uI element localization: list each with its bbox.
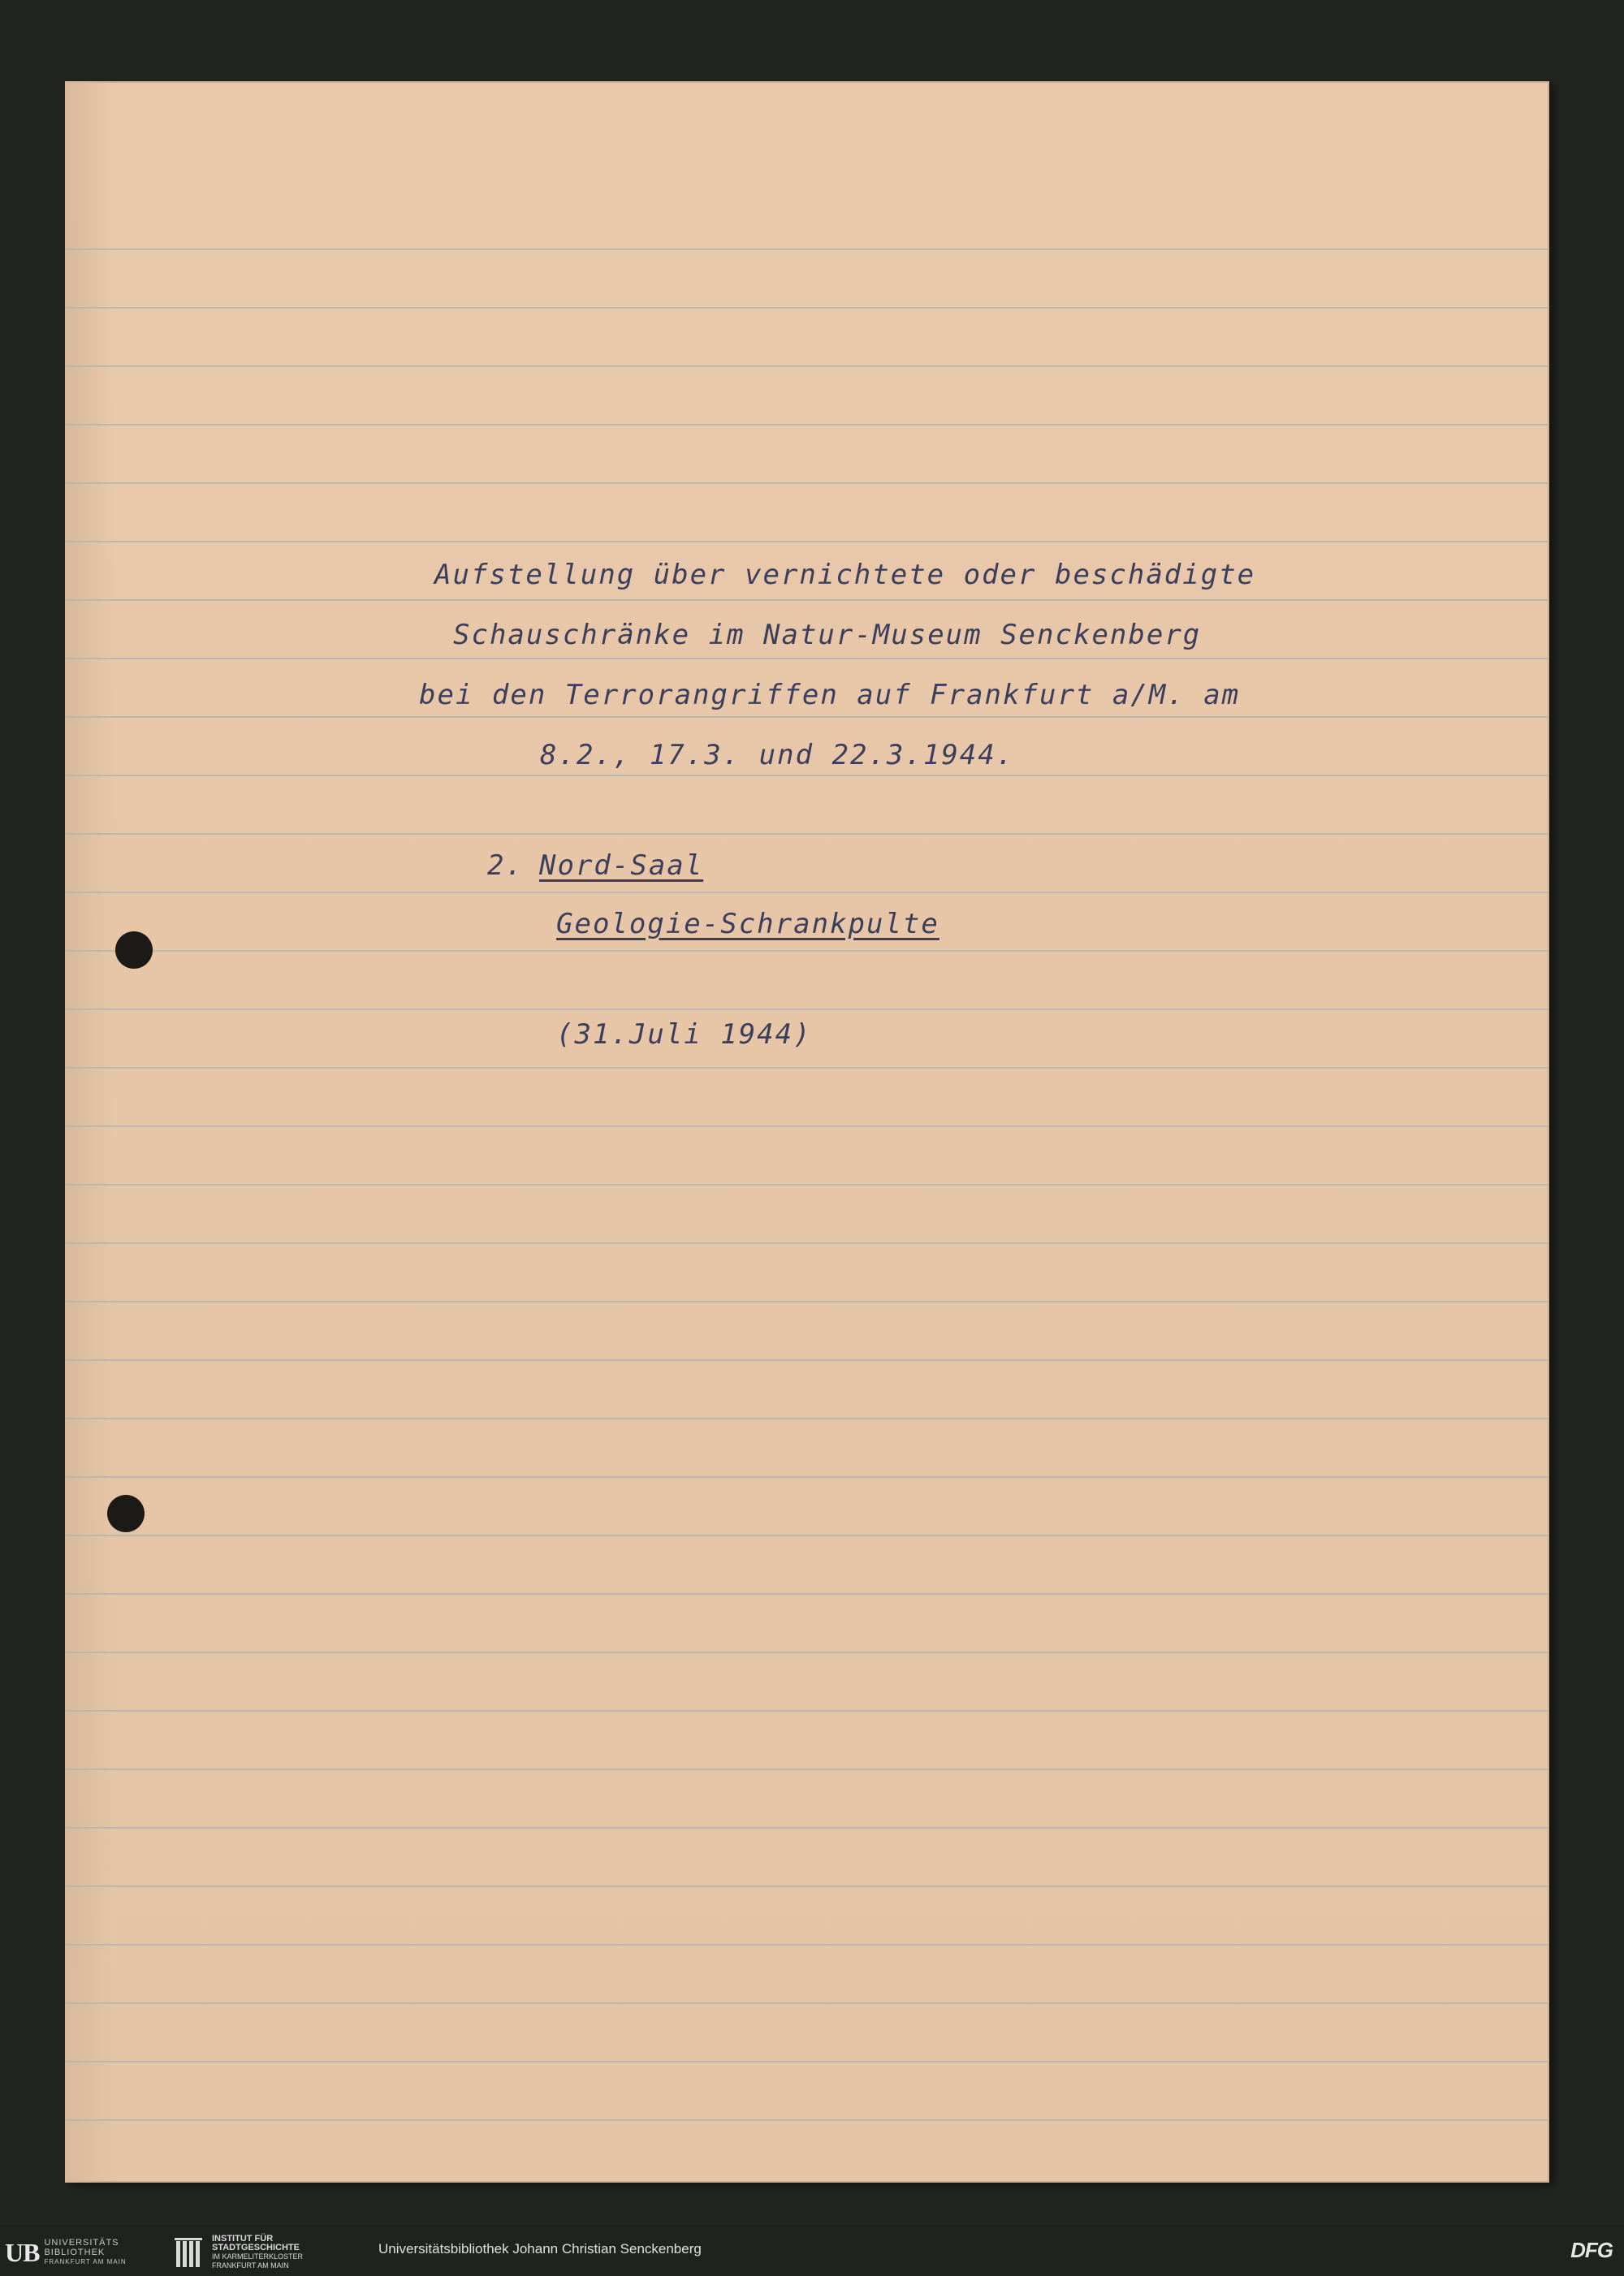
ruled-line: [65, 541, 1549, 542]
ruled-line: [65, 775, 1549, 776]
ub-logo-sub-line: BIBLIOTHEK: [44, 2248, 106, 2257]
ub-library-logo[interactable]: [5, 2236, 127, 2269]
ruled-line: [65, 1476, 1549, 1478]
ruled-line: [65, 1125, 1549, 1127]
punch-hole: [107, 1495, 145, 1532]
institute-logo[interactable]: [175, 2235, 303, 2270]
ruled-line: [65, 1067, 1549, 1069]
ruled-line: [65, 892, 1549, 893]
ruled-line: [65, 1418, 1549, 1419]
ruled-line: [65, 833, 1549, 835]
ruled-line: [65, 365, 1549, 367]
ruled-line: [65, 599, 1549, 601]
title-line-3: bei den Terrorangriffen auf Frankfurt a/M. am: [419, 679, 1241, 711]
ruled-line: [65, 1593, 1549, 1595]
ruled-line: [65, 1652, 1549, 1653]
ruled-line: [65, 482, 1549, 484]
institute-line: INSTITUT FÜR: [212, 2234, 274, 2244]
section-title: Nord-Saal: [539, 849, 704, 882]
ruled-line: [65, 2119, 1549, 2121]
ruled-line: [65, 1535, 1549, 1536]
document-date: (31.Juli 1944): [556, 1018, 812, 1051]
institute-line: STADTGESCHICHTE: [212, 2243, 300, 2252]
ruled-line: [65, 1008, 1549, 1010]
ruled-line: [65, 1769, 1549, 1770]
ruled-line: [65, 1242, 1549, 1244]
ruled-line: [65, 1944, 1549, 1946]
ruled-line: [65, 716, 1549, 718]
ruled-line: [65, 1359, 1549, 1361]
institute-line: IM KARMELITERKLOSTER: [212, 2252, 304, 2261]
ruled-line: [65, 1827, 1549, 1829]
ruled-line: [65, 658, 1549, 659]
library-credit: Universitätsbibliothek Johann Christian Senckenberg: [378, 2241, 702, 2257]
ruled-line: [65, 2002, 1549, 2004]
title-line-4: 8.2., 17.3. und 22.3.1944.: [540, 739, 1015, 771]
ruled-line: [65, 1710, 1549, 1712]
dfg-logo[interactable]: DFG: [1570, 2238, 1613, 2262]
ub-logo-mark: UB: [5, 2237, 40, 2267]
institute-text: [212, 2235, 303, 2270]
section-subtitle: Geologie-Schrankpulte: [556, 908, 939, 940]
document-page: [65, 81, 1549, 2183]
ruled-line: [65, 950, 1549, 952]
ruled-line: [65, 2061, 1549, 2062]
viewer-footer: [0, 2225, 1624, 2276]
ruled-line: [65, 1301, 1549, 1302]
title-line-1: Aufstellung über vernichtete oder beschädigte: [434, 559, 1256, 591]
section-number: 2.: [487, 849, 524, 882]
ub-logo-sub-line: UNIVERSITÄTS: [44, 2238, 119, 2248]
punch-hole: [115, 931, 153, 969]
ub-logo-sub-line: FRANKFURT AM MAIN: [44, 2258, 127, 2265]
ub-logo-subtext: [44, 2238, 126, 2267]
ruled-line: [65, 248, 1549, 250]
ruled-line: [65, 1885, 1549, 1887]
ruled-line: [65, 1184, 1549, 1186]
building-icon: [175, 2236, 205, 2269]
title-line-2: Schauschränke im Natur-Museum Senckenberg: [453, 619, 1202, 651]
ruled-line: [65, 307, 1549, 309]
institute-line: FRANKFURT AM MAIN: [212, 2261, 289, 2270]
ruled-line: [65, 424, 1549, 425]
